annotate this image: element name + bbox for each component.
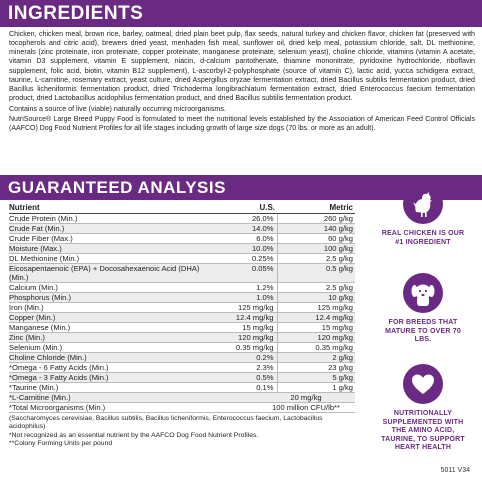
nutrient-cell: *L-Carnitine (Min.) (9, 393, 207, 403)
guaranteed-analysis-table (9, 203, 355, 413)
aafco-statement: NutriSource® Large Breed Puppy Food is formulated to meet the nutritional levels established by the Association of American Feed Control Officials (AAFCO) Dog Food Nutrient Profiles for all life stages including growth of large size dogs (70 lbs. or more as an adult). (9, 116, 475, 132)
nutrient-cell: *Omega - 3 Fatty Acids (Min.) (9, 373, 207, 383)
us-value-cell: 26.0% (207, 214, 277, 224)
metric-value-cell: 15 mg/kg (277, 323, 355, 333)
heart-icon (403, 364, 443, 404)
metric-value-cell: 60 g/kg (277, 234, 355, 244)
metric-value-cell: 2.5 g/kg (277, 283, 355, 293)
table-row (9, 264, 355, 283)
nutrient-cell: Phosphorus (Min.) (9, 293, 207, 303)
us-value-cell: 0.5% (207, 373, 277, 383)
nutrient-cell: Crude Fiber (Max.) (9, 234, 207, 244)
us-value-cell: 0.1% (207, 383, 277, 393)
footnote: *Not recognized as an essential nutrient by the AAFCO Dog Food Nutrient Profiles. (9, 432, 259, 439)
metric-value-cell: 260 g/kg (277, 214, 355, 224)
table-row (9, 333, 355, 343)
us-value-cell: 125 mg/kg (207, 303, 277, 313)
metric-column-header: Metric (277, 203, 355, 214)
product-code: 5011 V34 (440, 467, 470, 474)
metric-value-cell: 140 g/kg (277, 224, 355, 234)
table-row (9, 214, 355, 224)
combined-value-cell: 100 million CFU/lb** (207, 403, 355, 413)
us-value-cell: 120 mg/kg (207, 333, 277, 343)
us-value-cell: 12.4 mg/kg (207, 313, 277, 323)
nutrient-cell: Calcium (Min.) (9, 283, 207, 293)
metric-value-cell: 0.5 g/kg (277, 264, 355, 283)
nutrient-cell: Selenium (Min.) (9, 343, 207, 353)
table-row (9, 244, 355, 254)
us-value-cell: 0.2% (207, 353, 277, 363)
nutrient-cell: *Omega - 6 Fatty Acids (Min.) (9, 363, 207, 373)
us-column-header: U.S. (207, 203, 277, 214)
metric-value-cell: 0.35 mg/kg (277, 343, 355, 353)
nutrient-column-header: Nutrient (9, 203, 207, 214)
nutrient-cell: DL Methionine (Min.) (9, 254, 207, 264)
footnote: (Saccharomyces cerevisiae, Bacillus subtilis, Bacillus licheniformis, Enterococcus faecium, Lactobacillus acidophilus) (9, 415, 323, 431)
badge-caption: NUTRITIONALLY SUPPLEMENTED WITH THE AMINO ACID, TAURINE, TO SUPPORT HEART HEALTH (381, 410, 465, 451)
table-row (9, 234, 355, 244)
metric-value-cell: 12.4 mg/kg (277, 313, 355, 323)
table-row (9, 403, 355, 413)
us-value-cell: 1.2% (207, 283, 277, 293)
metric-value-cell: 120 mg/kg (277, 333, 355, 343)
table-row (9, 343, 355, 353)
table-row (9, 224, 355, 234)
table-row (9, 323, 355, 333)
metric-value-cell: 23 g/kg (277, 363, 355, 373)
badge-heart-health (378, 364, 468, 453)
table-row (9, 313, 355, 323)
metric-value-cell: 100 g/kg (277, 244, 355, 254)
footnote: **Colony Forming Units per pound (9, 440, 113, 447)
nutrient-cell: *Taurine (Min.) (9, 383, 207, 393)
metric-value-cell: 2.5 g/kg (277, 254, 355, 264)
table-row (9, 303, 355, 313)
chicken-icon (403, 184, 443, 224)
table-row (9, 353, 355, 363)
ingredients-list: Chicken, chicken meal, brown rice, barley, oatmeal, dried plain beet pulp, flax seeds, natural turkey and chicken flavor, chicken fat (preserved with tocopherols and citric acid), brewers dried yeast, menhaden fish meal, sunflower oil, dried kelp meal, potassium chloride, salt, DL methionine, minerals (zinc proteinate, iron proteinate, copper proteinate, manganese proteinate, selenium yeast), choline chloride, vitamins (vitamin A acetate, vitamin D3 supplement, vitamin E supplement, niacin, d-calcium pantothenate, thiamine mononitrate, pyridoxine hydrochloride, riboflavin supplement, folic acid, biotin, vitamin B12 supplement), L-ascorbyl-2-polyphosphate (source of vitamin C), lactic acid, yucca schidigera extract, taurine, L-carnitine, rosemary extract, yeast culture, dried Aspergillus oryzae fermentation extract, dried Bacillus subtilis fermentation product, dried Bacillus licheniformis fermentation product, dried Trichoderma longibrachiatum fermentation extract, dried Enterococcus faecium fermentation product, dried Lactobacillus acidophilus fermentation product, and dried Bacillus subtilis fermentation product. (9, 30, 475, 103)
metric-value-cell: 5 g/kg (277, 373, 355, 383)
table-row (9, 383, 355, 393)
guaranteed-analysis-heading: GUARANTEED ANALYSIS (0, 175, 482, 200)
table-row (9, 283, 355, 293)
badge-large-breeds (378, 273, 468, 345)
us-value-cell: 2.3% (207, 363, 277, 373)
nutrient-cell: Manganese (Min.) (9, 323, 207, 333)
badge-caption: FOR BREEDS THAT MATURE TO OVER 70 LBS. (385, 319, 461, 343)
table-row (9, 393, 355, 403)
us-value-cell: 0.25% (207, 254, 277, 264)
ingredients-heading: INGREDIENTS (0, 0, 482, 27)
badge-caption: REAL CHICKEN IS OUR #1 INGREDIENT (381, 230, 465, 246)
us-value-cell: 0.05% (207, 264, 277, 283)
table-row (9, 373, 355, 383)
metric-value-cell: 125 mg/kg (277, 303, 355, 313)
table-row (9, 363, 355, 373)
nutrient-cell: Eicosapentaenoic (EPA) + Docosahexaenoic Acid (DHA) (Min.) (9, 264, 207, 283)
us-value-cell: 10.0% (207, 244, 277, 254)
badge-real-chicken (378, 184, 468, 247)
combined-value-cell: 20 mg/kg (207, 393, 355, 403)
metric-value-cell: 2 g/kg (277, 353, 355, 363)
nutrient-cell: *Total Microorganisms (Min.) (9, 403, 207, 413)
nutrient-cell: Choline Chloride (Min.) (9, 353, 207, 363)
puppy-icon (403, 273, 443, 313)
microorganism-note: Contains a source of live (viable) naturally occurring microorganisms. (9, 105, 226, 113)
table-header-row (9, 203, 355, 214)
table-row (9, 254, 355, 264)
nutrient-cell: Iron (Min.) (9, 303, 207, 313)
us-value-cell: 14.0% (207, 224, 277, 234)
table-row (9, 293, 355, 303)
nutrient-cell: Zinc (Min.) (9, 333, 207, 343)
us-value-cell: 6.0% (207, 234, 277, 244)
nutrient-cell: Copper (Min.) (9, 313, 207, 323)
us-value-cell: 15 mg/kg (207, 323, 277, 333)
us-value-cell: 1.0% (207, 293, 277, 303)
nutrient-cell: Crude Protein (Min.) (9, 214, 207, 224)
nutrient-cell: Crude Fat (Min.) (9, 224, 207, 234)
metric-value-cell: 1 g/kg (277, 383, 355, 393)
table-body (9, 214, 355, 413)
us-value-cell: 0.35 mg/kg (207, 343, 277, 353)
metric-value-cell: 10 g/kg (277, 293, 355, 303)
nutrient-cell: Moisture (Max.) (9, 244, 207, 254)
